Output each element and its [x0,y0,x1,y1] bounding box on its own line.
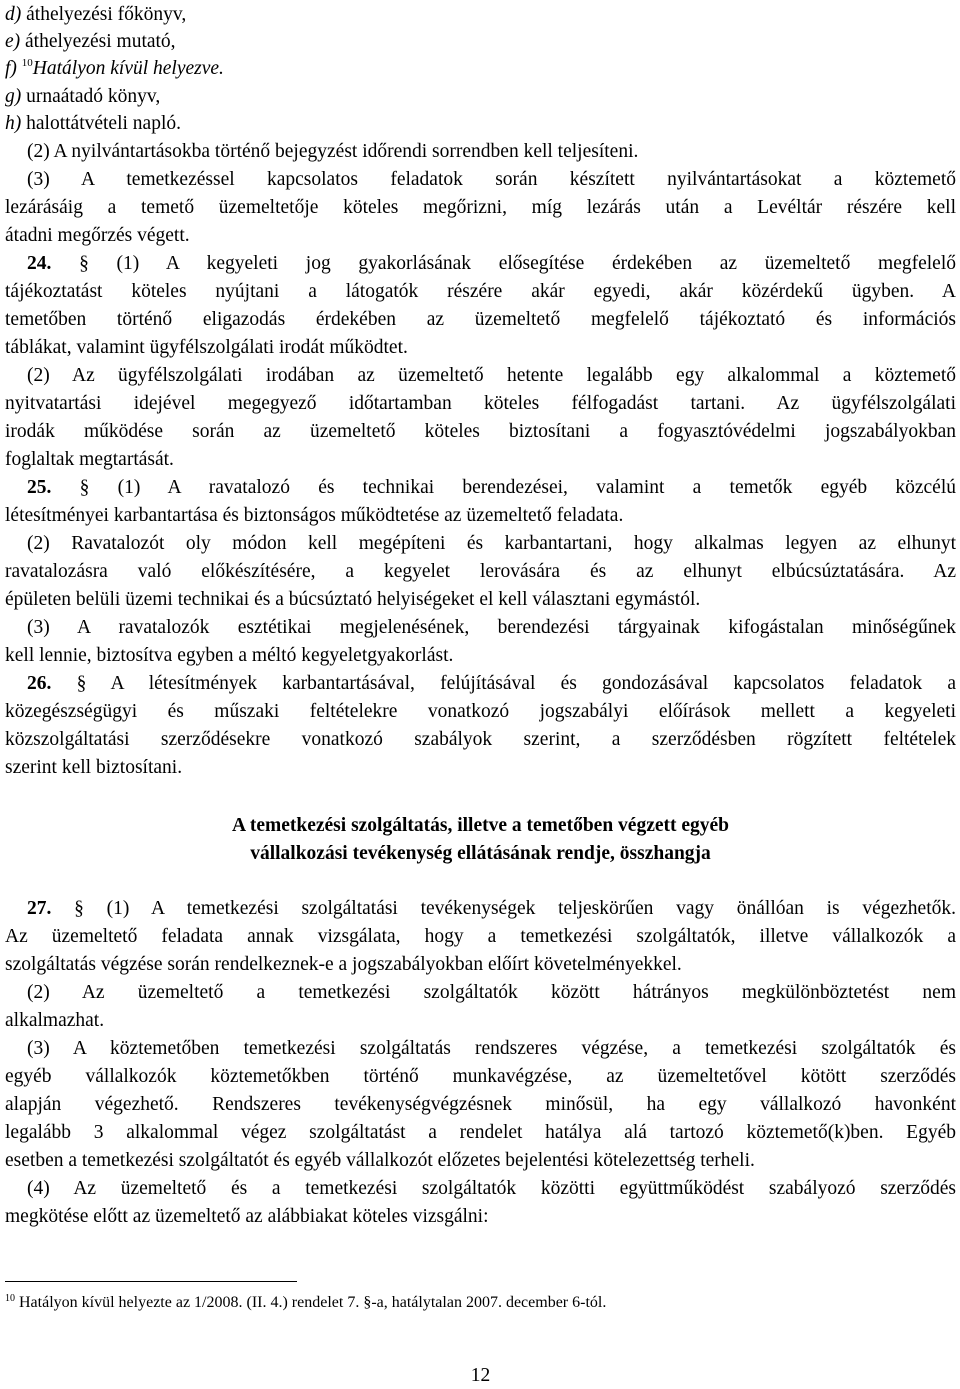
paragraph-line: tájékoztatást köteles nyújtani a látogatók részére akár egyedi, akár közérdekű ügyben. A [5,281,956,302]
paragraph-line: szolgáltatás végzése során rendelkeznek-e a jogszabályokban előírt követelményekkel. [5,954,682,975]
section-number: 26. [27,673,52,694]
paragraph-line: esetben a temetkezési szolgáltatót és egyéb vállalkozót előzetes bejelentési kötelezettség terheli. [5,1150,755,1171]
paragraph-line: Az üzemeltető feladata annak vizsgálata, hogy a temetkezési szolgáltatók, illetve vállalkozók a [5,926,956,947]
section-number: 24. [27,253,52,274]
section-heading: A temetkezési szolgáltatás, illetve a temetőben végzett egyéb [231,815,730,836]
paragraph-line: közszolgáltatási szerződésekre vonatkozó szabályok szerint, a szerződésben rögzített feltételek [5,729,956,750]
footnote-divider [5,1281,297,1282]
section-sign: § [79,477,90,498]
page-number: 12 [470,1365,491,1386]
paragraph-line: táblákat, valamint ügyfélszolgálati irodát működtet. [5,337,408,358]
paragraph-line: (3) A temetkezéssel kapcsolatos feladatok során készített nyilvántartásokat a köztemető [27,169,956,190]
section-24-line: 24. § (1) A kegyeleti jog gyakorlásának elősegítése érdekében az üzemeltető megfelelő [27,253,956,274]
paragraph-line: alkalmazhat. [5,1010,105,1031]
footnote-ref[interactable]: 10 [21,57,33,69]
paragraph-line: lezárásáig a temető üzemeltetője köteles megőrizni, míg lezárás után a Levéltár részére kell [5,197,956,218]
paragraph-line: alapján végezhető. Rendszeres tevékenységvégzésnek minősül, ha egy vállalkozó havonként [5,1094,956,1115]
section-heading: vállalkozási tevékenység ellátásának rendje, összhangja [250,843,711,864]
paragraph-line: ravatalozásra való előkészítésére, a kegyelet lerovására és az elhunyt elbúcsúztatására. Az [5,561,956,582]
footnote: $^{10}$ Hatályon kívül helyezte az 1/2008. (II. 4.) rendelet 7. §-a, hatálytalan 2007. december 6-tól. [5,1293,607,1311]
paragraph-line: épületen belüli üzemi technikai és a búcsúztató helyiségeket el kell választani egymástól. [5,589,701,610]
footnote-number: 10 [5,1293,15,1304]
paragraph-line: temetőben történő eligazodás érdekében az üzemeltető megfelelő tájékoztató és információs [5,309,956,330]
paragraph-line: szerint kell biztosítani. [5,757,183,778]
list-item: g) urnaátadó könyv, [5,86,161,107]
section-sign: § [79,253,89,274]
paragraph-line: megkötése előtt az üzemeltető az alábbiakat köteles vizsgálni: [5,1206,489,1227]
paragraph-line: létesítményei karbantartása és biztonságos működtetése az üzemeltető feladata. [5,505,624,526]
section-sign: § [74,898,84,919]
section-sign: § [76,673,87,694]
list-item: f) $^{10}$Hatályon kívül helyezve. [5,57,224,79]
list-item: e) áthelyezési mutató, [5,31,176,52]
list-item: h) halottátvételi napló. [5,113,181,134]
paragraph-line: (4) Az üzemeltető és a temetkezési szolgáltatók közötti együttműködést szabályozó szerződés [27,1178,956,1199]
paragraph-line: kell lennie, biztosítva egyben a méltó kegyeletgyakorlást. [5,645,454,666]
paragraph-line: nyitvatartási idejével megegyező időtartamban köteles félfogadást tartani. Az ügyfélszolgálati [5,393,956,414]
paragraph-line: közegészségügyi és műszaki feltételekre vonatkozó jogszabályi előírások mellett a kegyeleti [5,701,956,722]
paragraph-line: egyéb vállalkozók köztemetőkben történő munkavégzése, az üzemeltetővel kötött szerződés [5,1066,956,1087]
section-26-line: 26. § A létesítmények karbantartásával, felújításával és gondozásával kapcsolatos feladatok a [27,673,956,694]
paragraph-line: átadni megőrzés végett. [5,225,190,246]
paragraph-line: foglaltak megtartását. [5,449,174,470]
section-sign: § [363,1294,372,1311]
paragraph-line: legalább 3 alkalommal végez szolgáltatást a rendelet hatálya alá tartozó köztemető(k)ben. Egyéb [5,1122,956,1143]
section-27-line: 27. § (1) A temetkezési szolgáltatási tevékenységek teljeskörűen vagy önállóan is végezhetők. [27,898,957,919]
paragraph-line: (2) A nyilvántartásokba történő bejegyzést időrendi sorrendben kell teljesíteni. [27,141,639,162]
section-number: 27. [27,898,52,919]
paragraph-line: (2) Ravatalozót oly módon kell megépíteni és karbantartani, hogy alkalmas legyen az elhunyt [27,533,956,554]
paragraph-line: (3) A köztemetőben temetkezési szolgáltatás rendszeres végzése, a temetkezési szolgáltatók és [27,1038,956,1059]
paragraph-line: (3) A ravatalozók esztétikai megjelenésének, berendezési tárgyainak kifogástalan minőségűnek [27,617,956,638]
paragraph-line: (2) Az üzemeltető a temetkezési szolgáltatók között hátrányos megkülönböztetést nem [27,982,956,1003]
paragraph-line: irodák működése során az üzemeltető köteles biztosítani a fogyasztóvédelmi jogszabályokban [5,421,956,442]
paragraph-line: (2) Az ügyfélszolgálati irodában az üzemeltető hetente legalább egy alkalommal a köztemető [27,365,956,386]
list-item: d) áthelyezési főkönyv, [5,4,187,25]
section-25-line: 25. § (1) A ravatalozó és technikai berendezései, valamint a temetők egyéb közcélú [27,477,957,498]
section-number: 25. [27,477,52,498]
